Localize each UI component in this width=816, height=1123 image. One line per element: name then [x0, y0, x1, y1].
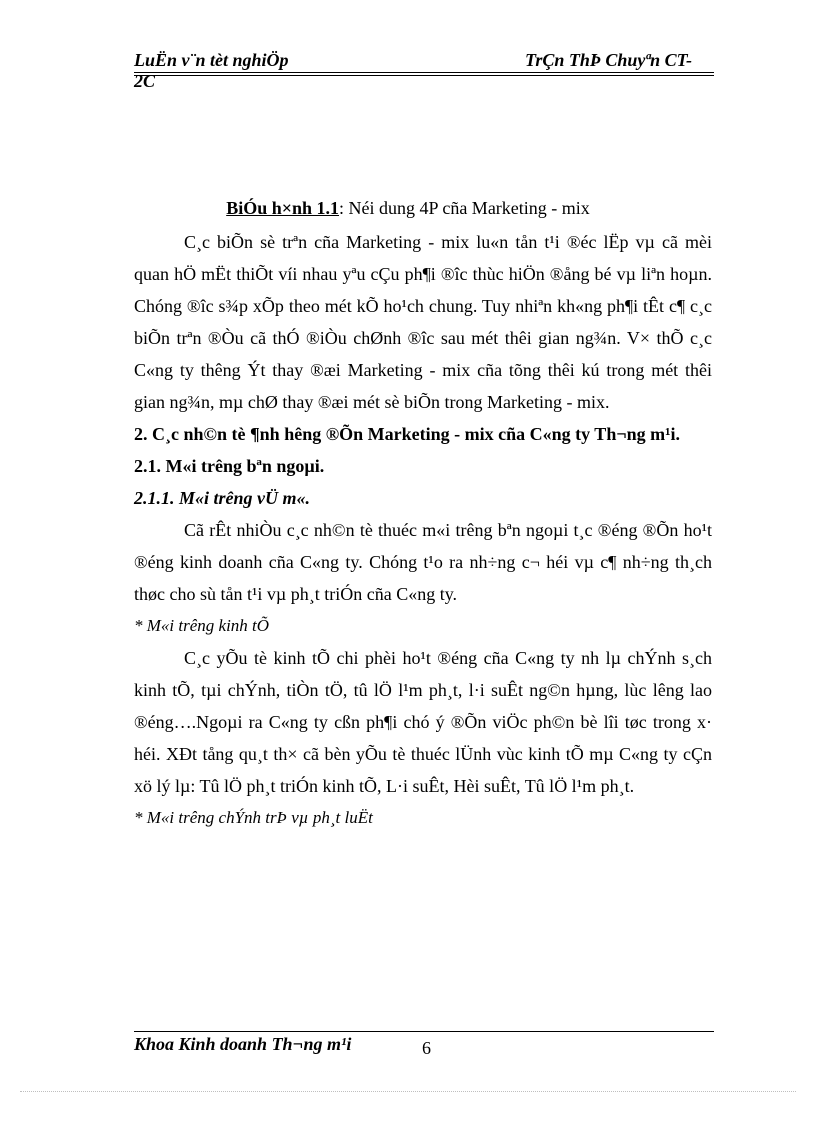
page-edge-divider [20, 1091, 796, 1092]
header-rule-thin [134, 75, 714, 76]
paragraph-text: Cã rÊt nhiÒu c¸c nh©n tè thuéc m«i trêng bªn ngoµi t¸c ®éng ®Õn ho¹t ®éng kinh doanh cña C«ng ty. Chóng t¹o ra nh÷ng c¬ héi vµ c¶ nh÷ng th¸ch thøc cho sù tån t¹i vµ ph¸t triÓn cña C«ng ty. [134, 520, 712, 604]
footer-faculty: Khoa Kinh doanh Th¬ng m¹i [134, 1034, 352, 1054]
header-rule [134, 72, 714, 73]
heading-section-2-1: 2.1. M«i trêng bªn ngoµi. [134, 456, 325, 476]
footer-rule [134, 1031, 714, 1032]
paragraph-external-factors [134, 514, 712, 610]
paragraph-marketing-mix [134, 226, 712, 418]
paragraph-text: C¸c yÕu tè kinh tÕ chi phèi ho¹t ®éng cña C«ng ty nh lµ chÝnh s¸ch kinh tÕ, tµi chÝnh, tiÒn tÖ, tû lÖ l¹m ph¸t, l·i suÊt ng©n hµng, lùc lêng lao ®éng….Ngoµi ra C«ng ty cßn ph¶i chó ý ®Õn viÖc ph©n bè lîi tøc trong x· héi. XÐt tång qu¸t th× cã bèn yÕu tè thuéc lÜnh vùc kinh tÕ mµ C«ng ty cÇn xö lý lµ: Tû lÖ ph¸t triÓn kinh tÕ, L·i suÊt, Hèi suÊt, Tû lÖ l¹m ph¸t. [134, 648, 712, 796]
figure-caption-text: : Néi dung 4P cña Marketing - mix [339, 198, 590, 218]
heading-section-2-1-1: 2.1.1. M«i trêng vÜ m«. [134, 488, 311, 508]
page-number: 6 [422, 1038, 431, 1058]
body-block-1 [134, 226, 712, 834]
heading-section-2: 2. C¸c nh©n tè ¶nh hêng ®Õn Marketing - mix cña C«ng ty Th¬ng m¹i. [134, 424, 680, 444]
figure-caption [0, 198, 816, 219]
header-right: TrÇn ThÞ Chuyªn CT- [525, 50, 693, 70]
subheading-political: * M«i trêng chÝnh trÞ vµ ph¸t luËt [134, 808, 373, 827]
subheading-economic: * M«i trêng kinh tÕ [134, 616, 270, 635]
figure-caption-label: BiÓu h×nh 1.1 [226, 198, 339, 218]
paragraph-economic [134, 642, 712, 802]
paragraph-text: C¸c biÕn sè trªn cña Marketing - mix lu«n tån t¹i ®éc lËp vµ cã mèi quan hÖ mËt thiÕt víi nhau yªu cÇu ph¶i ®îc thùc hiÖn ®ång bé vµ liªn hoµn. Chóng ®îc s¾p xÕp theo mét kÕ ho¹ch chung. Tuy nhiªn kh«ng ph¶i tÊt c¶ c¸c biÕn trªn ®Òu cã thÓ ®iÒu chØnh ®îc sau mét thêi gian ng¾n. V× thÕ c¸c C«ng ty thêng Ýt thay ®æi Marketing - mix cña tõng thêi kú trong mét thêi gian ng¾n, mµ chØ thay ®æi mét sè biÕn trong Marketing - mix. [134, 232, 712, 412]
header-right-continued: 2C [134, 71, 156, 91]
header-left: LuËn v¨n tèt nghiÖp [134, 50, 289, 70]
